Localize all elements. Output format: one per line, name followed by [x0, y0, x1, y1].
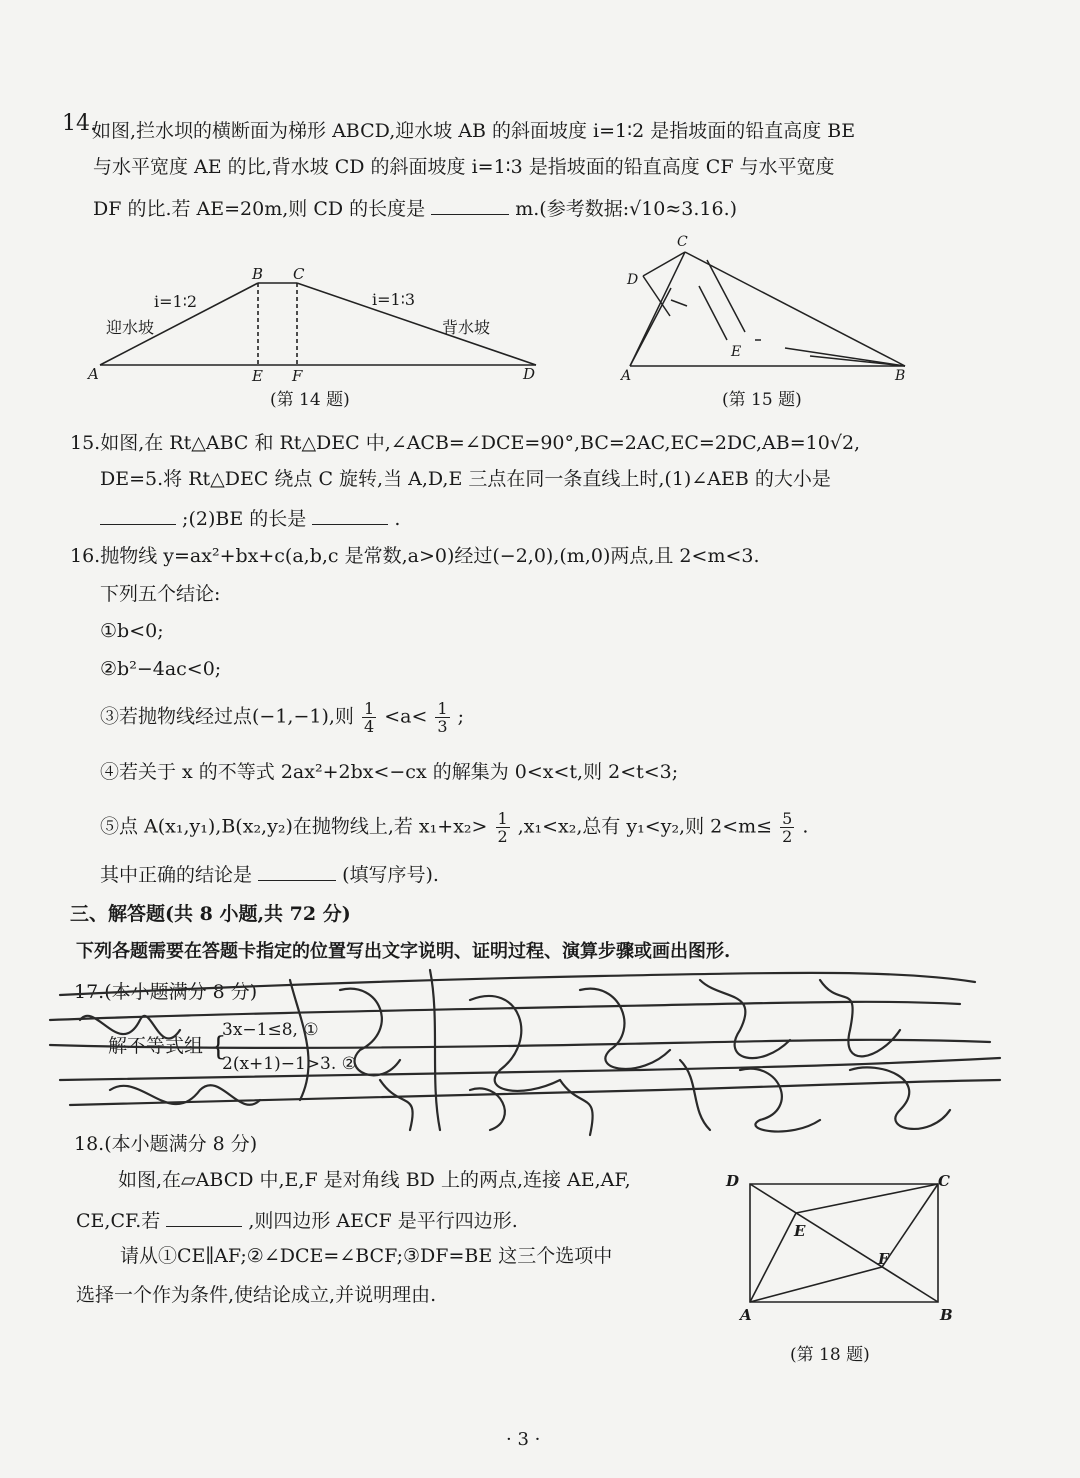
q15-line3-mid: ;(2)BE 的长是 — [182, 508, 307, 530]
q16-c5-mid: ,x₁<x₂,总有 y₁<y₂,则 2<m≤ — [517, 815, 773, 838]
q14-label-d: D — [523, 365, 536, 383]
q14-label-b: B — [252, 265, 264, 283]
q18-label-e: E — [794, 1222, 806, 1240]
q18-diagonal-bd — [750, 1184, 938, 1302]
section3-instruction: 下列各题需要在答题卡指定的位置写出文字说明、证明过程、演算步骤或画出图形. — [76, 941, 731, 962]
q16-conclusion-4: ④若关于 x 的不等式 2ax²+2bx<−cx 的解集为 0<x<t,则 2<t<3; — [100, 761, 679, 783]
q18-line4: 选择一个作为条件,使结论成立,并说明理由. — [76, 1284, 437, 1306]
q14-number: 14. — [62, 111, 97, 136]
q14-slope-left: i=1∶2 — [154, 292, 198, 311]
fraction-one-third: $\frac{1}{3}$ — [437, 699, 448, 736]
q14-answer-blank[interactable] — [431, 196, 509, 215]
q18-answer-blank[interactable] — [166, 1208, 242, 1227]
q14-label-right: 背水坡 — [442, 318, 491, 337]
q18-header: 18.(本小题满分 8 分) — [74, 1133, 258, 1155]
q18-caption: (第 18 题) — [790, 1345, 870, 1365]
q18-line2 — [76, 1208, 518, 1233]
q14-line3-post: m.(参考数据:√10≈3.16.) — [515, 198, 738, 220]
section3-title: 三、解答题(共 8 小题,共 72 分) — [70, 903, 351, 925]
q14-line2: 与水平宽度 AE 的比,背水坡 CD 的斜面坡度 i=1∶3 是指坡面的铅直高度 CF 与水平宽度 — [93, 156, 835, 178]
q18-figure — [720, 1170, 960, 1330]
fraction-one-half: $\frac{1}{2}$ — [497, 809, 508, 846]
q16-answer-line — [100, 862, 439, 887]
q15-line-ad — [630, 288, 671, 366]
q18-label-a: A — [740, 1306, 752, 1324]
q18-label-f: F — [878, 1250, 889, 1268]
q15-label-a: A — [621, 368, 632, 384]
q15-fragment-1 — [671, 300, 687, 306]
q15-line3-end: . — [394, 508, 401, 530]
q16-conclusion-2: ②b²−4ac<0; — [100, 658, 222, 680]
q15-answer-blank-1[interactable] — [100, 506, 176, 525]
q15-fragment-5 — [810, 356, 905, 366]
q14-label-a: A — [88, 365, 99, 383]
q18-segment-af — [750, 1267, 882, 1302]
q18-segment-ae — [750, 1213, 796, 1302]
q15-caption: (第 15 题) — [722, 390, 802, 410]
fraction-five-halves: $\frac{5}{2}$ — [782, 809, 793, 846]
handwritten-scribble — [0, 940, 1080, 1180]
q14-line3-pre: DF 的比.若 AE=20m,则 CD 的长度是 — [93, 198, 426, 220]
q18-line3: 请从①CE∥AF;②∠DCE=∠BCF;③DF=BE 这三个选项中 — [120, 1245, 613, 1267]
q14-line3 — [93, 196, 737, 221]
q16-c5-end: . — [802, 815, 809, 838]
q14-label-c: C — [293, 265, 305, 283]
q14-label-left: 迎水坡 — [106, 318, 155, 337]
q16-answer-pre: 其中正确的结论是 — [100, 864, 253, 886]
q16-c5-pre: ⑤点 A(x₁,y₁),B(x₂,y₂)在抛物线上,若 x₁+x₂> — [100, 815, 488, 838]
q16-answer-post: (填写序号). — [342, 864, 439, 886]
q15-label-d: D — [627, 272, 639, 288]
q18-label-d: D — [726, 1172, 740, 1190]
q14-label-e: E — [252, 367, 263, 385]
q18-label-c: C — [938, 1172, 950, 1190]
q15-line2: DE=5.将 Rt△DEC 绕点 C 旋转,当 A,D,E 三点在同一条直线上时,(1)∠AEB 的大小是 — [100, 468, 831, 490]
q16-conclusion-5 — [100, 810, 808, 845]
q17-header: 17.(本小题满分 8 分) — [74, 981, 258, 1003]
q16-conclusion-1: ①b<0; — [100, 620, 164, 642]
q15-label-c: C — [677, 234, 688, 250]
q14-line1: 如图,拦水坝的横断面为梯形 ABCD,迎水坡 AB 的斜面坡度 i=1∶2 是指坡面的铅直高度 BE — [92, 120, 856, 142]
q15-line1: 15.如图,在 Rt△ABC 和 Rt△DEC 中,∠ACB=∠DCE=90°,BC=2AC,EC=2DC,AB=10√2, — [70, 432, 861, 454]
q18-line2-post: ,则四边形 AECF 是平行四边形. — [248, 1210, 518, 1232]
q14-slope-right: i=1∶3 — [372, 290, 416, 309]
q15-figure — [615, 230, 915, 385]
q15-label-b: B — [895, 368, 906, 384]
q14-figure — [80, 255, 550, 385]
q16-intro: 下列五个结论: — [100, 583, 221, 605]
q15-fragment-3 — [707, 260, 745, 332]
q18-segment-cf — [882, 1184, 938, 1267]
page-number: · 3 · — [506, 1429, 541, 1450]
q14-slope-cd — [297, 283, 536, 365]
q18-line2-pre: CE,CF.若 — [76, 1210, 161, 1232]
q18-segment-ce — [796, 1184, 938, 1213]
q15-fragment-2 — [699, 286, 727, 340]
q16-line1: 16.抛物线 y=ax²+bx+c(a,b,c 是常数,a>0)经过(−2,0),(m,0)两点,且 2<m<3. — [70, 545, 760, 567]
q17-prompt: 解不等式组 — [108, 1035, 204, 1057]
q17-brace: { — [210, 1032, 227, 1062]
q15-answer-blank-2[interactable] — [312, 506, 388, 525]
q15-line3 — [100, 506, 400, 531]
q16-c3-pre: ③若抛物线经过点(−1,−1),则 — [100, 705, 354, 728]
q14-caption: (第 14 题) — [270, 390, 350, 410]
q17-equation-2: 2(x+1)−1>3. ② — [222, 1054, 357, 1074]
q18-line1: 如图,在▱ABCD 中,E,F 是对角线 BD 上的两点,连接 AE,AF, — [118, 1169, 631, 1191]
q16-c3-end: ; — [457, 705, 465, 728]
q15-label-e: E — [731, 344, 742, 360]
q14-label-f: F — [292, 367, 303, 385]
q16-conclusion-3 — [100, 700, 464, 735]
q17-equation-1: 3x−1≤8, ① — [222, 1020, 319, 1040]
q16-answer-blank[interactable] — [258, 862, 336, 881]
fraction-one-quarter: $\frac{1}{4}$ — [363, 699, 375, 736]
q18-label-b: B — [940, 1306, 953, 1324]
q16-c3-mid: <a< — [384, 705, 428, 728]
